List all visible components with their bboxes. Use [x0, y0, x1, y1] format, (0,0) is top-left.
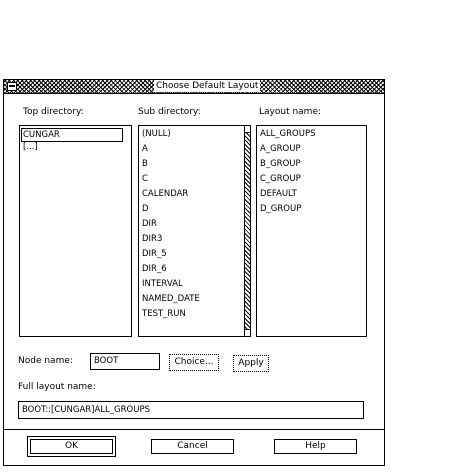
cancel-button[interactable]: Cancel	[151, 439, 234, 454]
choose-default-layout-dialog	[3, 79, 385, 466]
node-name-input[interactable]: BOOT	[90, 353, 160, 370]
sub-directory-item[interactable]: DIR_6	[142, 264, 167, 274]
layout-name-item[interactable]: A_GROUP	[260, 144, 301, 154]
layout-name-label: Layout name:	[259, 107, 322, 117]
sub-directory-item[interactable]: D	[142, 204, 149, 214]
ok-button[interactable]: OK	[30, 439, 113, 454]
full-layout-name-input[interactable]: BOOT::[CUNGAR]ALL_GROUPS	[18, 401, 364, 419]
apply-button[interactable]: Apply	[233, 355, 269, 372]
sub-directory-item[interactable]: TEST_RUN	[142, 309, 186, 319]
top-directory-list[interactable]	[19, 125, 132, 337]
layout-name-item[interactable]: B_GROUP	[260, 159, 301, 169]
top-directory-label: Top directory:	[23, 107, 84, 117]
sub-directory-label: Sub directory:	[138, 107, 201, 117]
full-layout-name-label: Full layout name:	[18, 382, 96, 392]
node-name-label: Node name:	[18, 356, 73, 366]
sub-directory-list[interactable]	[138, 125, 251, 337]
choice-button[interactable]: Choice...	[169, 354, 219, 371]
sub-directory-item[interactable]: C	[142, 174, 148, 184]
layout-name-item[interactable]: ALL_GROUPS	[260, 129, 316, 139]
sub-directory-item[interactable]: A	[142, 144, 148, 154]
layout-name-item[interactable]: D_GROUP	[260, 204, 302, 214]
window-menu-icon[interactable]	[7, 82, 17, 91]
layout-name-item[interactable]: C_GROUP	[260, 174, 301, 184]
layout-name-item[interactable]: DEFAULT	[260, 189, 297, 199]
sub-directory-item[interactable]: DIR	[142, 219, 157, 229]
sub-directory-item[interactable]: (NULL)	[142, 129, 171, 139]
help-button[interactable]: Help	[274, 439, 357, 454]
button-area-separator	[4, 429, 384, 430]
top-directory-item[interactable]: CUNGAR	[21, 128, 123, 142]
dialog-title: Choose Default Layout	[156, 81, 259, 91]
top-directory-item[interactable]: [...]	[23, 142, 38, 152]
layout-name-list[interactable]	[256, 125, 367, 337]
sub-directory-scrollbar[interactable]	[244, 126, 250, 336]
sub-directory-item[interactable]: B	[142, 159, 148, 169]
title-bar[interactable]	[4, 80, 384, 94]
sub-directory-item[interactable]: DIR_5	[142, 249, 167, 259]
sub-directory-item[interactable]: CALENDAR	[142, 189, 189, 199]
sub-directory-item[interactable]: INTERVAL	[142, 279, 183, 289]
sub-directory-item[interactable]: NAMED_DATE	[142, 294, 200, 304]
sub-directory-item[interactable]: DIR3	[142, 234, 163, 244]
